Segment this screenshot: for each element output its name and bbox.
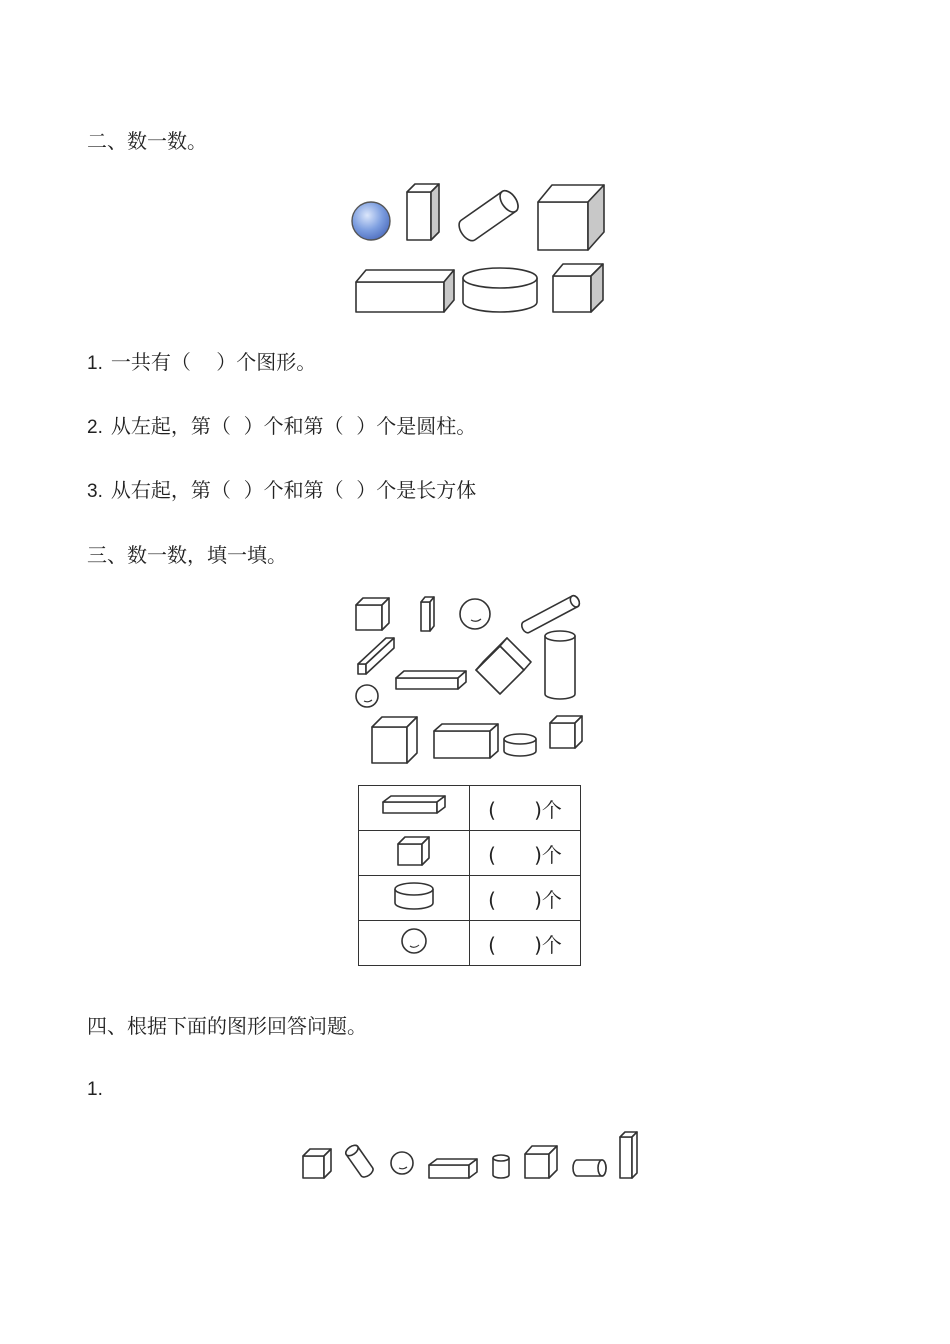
cube-icon [538,185,604,250]
answer-blank[interactable]: ( )个 [470,831,581,876]
section3-heading: 三、数一数，填一填。 [87,543,287,567]
table-row [359,921,581,966]
table-row [359,786,581,831]
cylinder-icon [463,268,537,312]
sphere-icon [460,599,490,629]
cylinder-icon [493,1155,509,1178]
cube-icon [525,1146,557,1178]
cuboid-icon [421,597,434,631]
cuboid-icon [381,794,447,818]
answer-blank[interactable]: ( )个 [470,786,581,831]
cuboid-icon [396,671,466,689]
sphere-icon [356,685,378,707]
sphere-icon [352,202,390,240]
section3-shapes-figure [350,592,590,772]
cube-icon [553,264,603,312]
section2-heading: 二、数一数。 [87,129,207,153]
cube-icon [476,638,531,694]
cuboid-icon [356,270,454,312]
cylinder-icon [504,734,536,756]
table-row [359,831,581,876]
question-2: 2. 从左起，第（ ）个和第（ ）个是圆柱。 [87,414,477,438]
question-1: 1. 一共有（ ）个图形。 [87,350,317,374]
cube-icon [396,835,432,867]
cylinder-icon [545,631,575,699]
cuboid-icon [429,1159,477,1178]
question-3: 3. 从右起，第（ ）个和第（ ）个是长方体 [87,478,477,502]
cuboid-icon [358,638,394,674]
cylinder-icon [455,188,521,244]
sphere-icon [391,1152,413,1174]
cube-icon [550,716,582,748]
cylinder-icon [520,594,581,634]
cuboid-icon [434,724,498,758]
section4-shapes-row [298,1128,642,1184]
section4-question-number: 1. [87,1079,103,1100]
answer-blank[interactable]: ( )个 [470,876,581,921]
cuboid-icon [407,184,439,240]
cube-icon [356,598,389,630]
table-row [359,876,581,921]
cuboid-icon [620,1132,637,1178]
cube-icon [372,717,417,763]
count-table [358,785,581,966]
cylinder-icon [344,1143,375,1179]
cube-icon [303,1149,331,1178]
cylinder-icon [392,880,436,912]
answer-blank[interactable]: ( )个 [470,921,581,966]
section2-shapes-figure [340,180,620,320]
cylinder-icon [573,1160,606,1176]
section4-heading: 四、根据下面的图形回答问题。 [87,1014,367,1038]
sphere-icon [399,926,429,956]
